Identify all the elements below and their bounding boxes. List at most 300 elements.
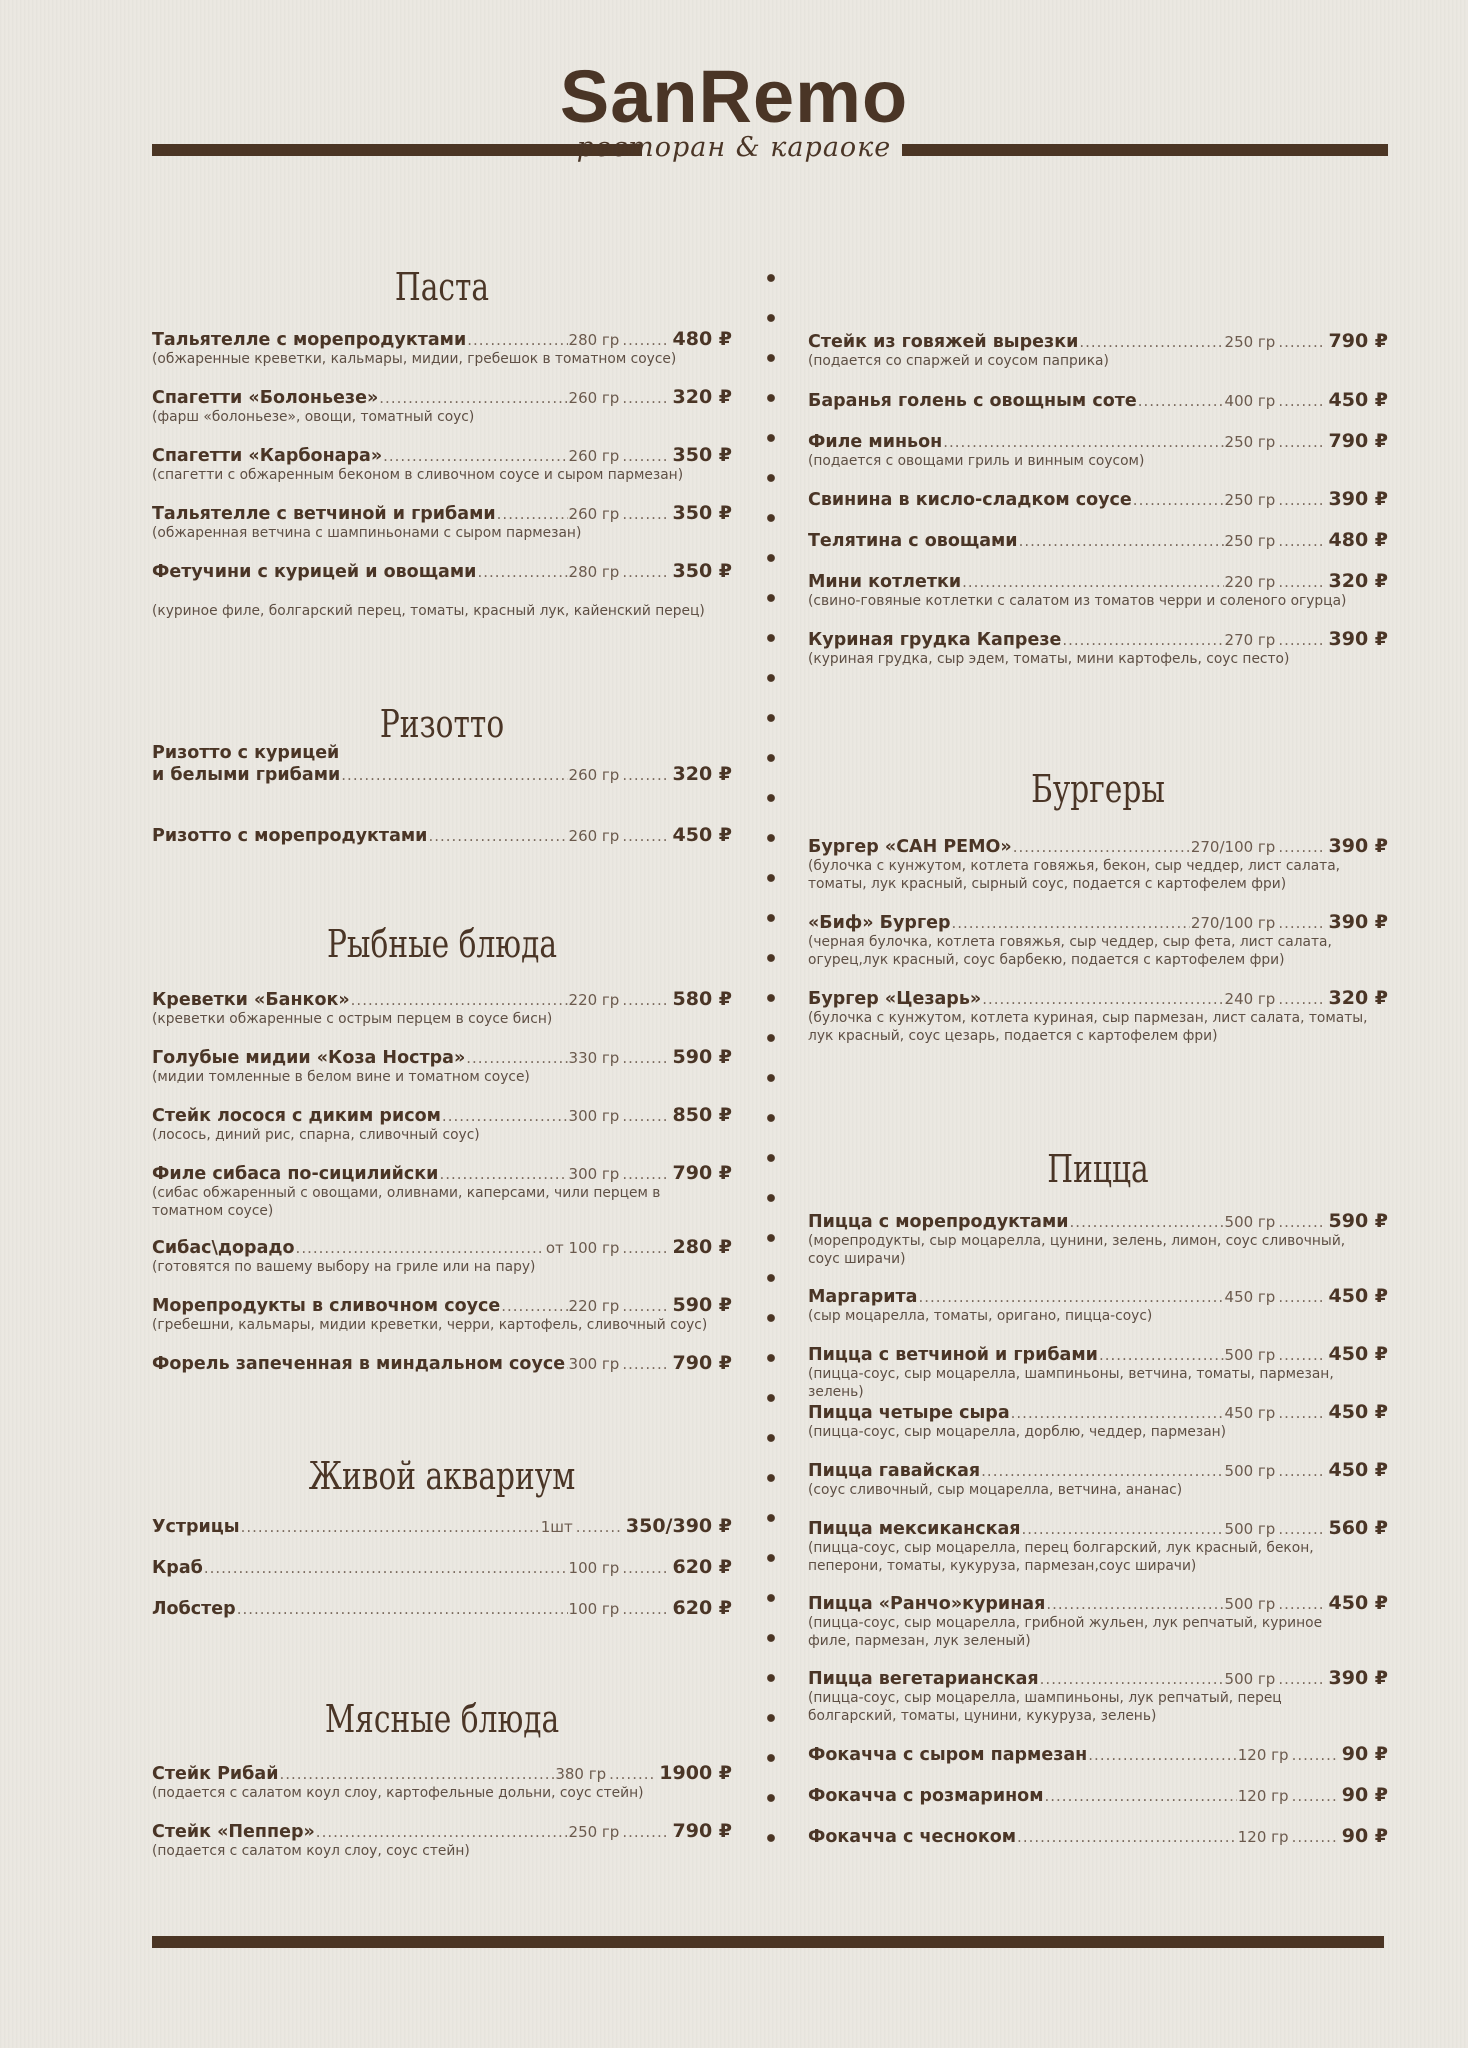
menu-item-line (152, 1556, 732, 1578)
leader-dots (1046, 1595, 1223, 1613)
menu-item-weight: 120 гр (1237, 1746, 1289, 1764)
menu-item-line (808, 488, 1388, 510)
menu-item-line (808, 1784, 1388, 1806)
section-title: Рыбные блюда (326, 922, 558, 966)
menu-item-price: 790 ₽ (672, 1162, 732, 1184)
leader-dots (1278, 914, 1324, 932)
menu-item-name: Спагетти «Карбонара» (152, 446, 383, 466)
leader-dots (1292, 1828, 1338, 1846)
menu-item (152, 1294, 732, 1334)
menu-item-line (152, 1820, 732, 1842)
menu-item-weight: 260 гр (568, 389, 620, 407)
menu-item-weight: 250 гр (1224, 333, 1276, 351)
section-title: Бургеры (1031, 767, 1165, 811)
menu-item-line (808, 1459, 1388, 1481)
leader-dots (918, 1288, 1223, 1306)
menu-item-name: Фокачча с сыром пармезан (808, 1745, 1088, 1765)
menu-item (808, 389, 1388, 411)
menu-item-price: 320 ₽ (1328, 570, 1388, 592)
menu-item-name: Бургер «САН РЕМО» (808, 837, 1012, 857)
menu-item-description: (подается со спаржей и соусом паприка) (808, 353, 1109, 369)
menu-item (808, 570, 1388, 610)
menu-item-description: (булочка с кунжутом, котлета куриная, сыр пармезан, лист салата, томаты, лук красный, соус цезарь, подается с картофелем фри) (808, 1010, 1368, 1044)
leader-dots (1278, 433, 1324, 451)
leader-dots (622, 1049, 668, 1067)
menu-item-name: Телятина с овощами (808, 531, 1018, 551)
menu-item-line (808, 1517, 1388, 1539)
menu-item-line (152, 1162, 732, 1184)
menu-item-description: (пицца-соус, сыр моцарелла, дорблю, чеддер, пармезан) (808, 1424, 1227, 1440)
menu-item-line (152, 763, 732, 785)
menu-item-line (808, 1210, 1388, 1232)
leader-dots (1278, 1520, 1324, 1538)
leader-dots (1278, 1288, 1324, 1306)
brand-tagline: ресторан & караоке (576, 132, 892, 163)
menu-item-name: Тальятелле с ветчиной и грибами (152, 504, 496, 524)
menu-item-price: 1900 ₽ (659, 1762, 732, 1784)
leader-dots (439, 1165, 567, 1183)
menu-item-name: Пицца гавайская (808, 1461, 981, 1481)
menu-item-weight: 250 гр (1224, 491, 1276, 509)
menu-item-line (808, 1401, 1388, 1423)
menu-item-price: 450 ₽ (1328, 1401, 1388, 1423)
leader-dots (622, 389, 668, 407)
menu-item (808, 1592, 1388, 1650)
menu-item (152, 328, 732, 368)
menu-item-name: Мини котлетки (808, 572, 962, 592)
menu-item-weight: 220 гр (1224, 573, 1276, 591)
menu-item-weight: 380 гр (555, 1765, 607, 1783)
menu-item-price: 450 ₽ (1328, 1459, 1388, 1481)
menu-item-name: Креветки «Банкок» (152, 990, 350, 1010)
menu-item-description: (сибас обжаренный с овощами, оливнами, каперсами, чили перцем в томатном соусе) (152, 1185, 661, 1219)
leader-dots (622, 1297, 668, 1315)
menu-item-description: (подается с овощами гриль и винным соусом) (808, 453, 1145, 469)
leader-dots (1278, 1213, 1324, 1231)
menu-item-price: 390 ₽ (1328, 488, 1388, 510)
menu-item (152, 744, 732, 785)
menu-item-price: 790 ₽ (672, 1352, 732, 1374)
menu-item (808, 1343, 1388, 1401)
menu-item-name: Филе сибаса по-сицилийски (152, 1164, 439, 1184)
menu-item-line (152, 1104, 732, 1126)
leader-dots (379, 389, 567, 407)
menu-item-description: (фарш «болоньезе», овощи, томатный соус) (152, 409, 475, 425)
menu-item-weight: 100 гр (568, 1600, 620, 1618)
menu-item (152, 502, 732, 542)
leader-dots (1278, 532, 1324, 550)
menu-item-line (808, 1667, 1388, 1689)
menu-item-weight: 250 гр (1224, 532, 1276, 550)
leader-dots (1013, 838, 1190, 856)
menu-item-price: 480 ₽ (1328, 529, 1388, 551)
leader-dots (622, 766, 668, 784)
menu-item-weight: 260 гр (568, 766, 620, 785)
menu-item-price: 320 ₽ (1328, 987, 1388, 1009)
menu-item-description: (подается с салатом коул слоу, соус стейн) (152, 1843, 470, 1859)
menu-item-weight: от 100 гр (545, 1239, 620, 1257)
menu-item (152, 1820, 732, 1860)
leader-dots (951, 914, 1189, 932)
menu-item-price: 790 ₽ (1328, 430, 1388, 452)
menu-item (808, 1667, 1388, 1725)
menu-item (808, 835, 1388, 893)
menu-item-name: Ризотто с морепродуктами (152, 826, 428, 846)
menu-item-name: Филе миньон (808, 432, 943, 452)
leader-dots (622, 447, 668, 465)
leader-dots (1133, 491, 1224, 509)
menu-item (808, 1743, 1388, 1765)
menu-item-name: Свинина в кисло-сладком соусе (808, 490, 1132, 510)
menu-item (808, 1825, 1388, 1847)
leader-dots (622, 991, 668, 1009)
menu-item (808, 1459, 1388, 1499)
menu-item-price: 620 ₽ (672, 1597, 732, 1619)
menu-item-price: 790 ₽ (672, 1820, 732, 1842)
menu-item-weight: 1шт (540, 1518, 573, 1536)
menu-item-weight: 450 гр (1224, 1288, 1276, 1306)
leader-dots (279, 1765, 554, 1783)
menu-item-weight: 500 гр (1224, 1520, 1276, 1538)
leader-dots (1292, 1787, 1338, 1805)
leader-dots (428, 827, 567, 845)
menu-item-price: 320 ₽ (672, 386, 732, 408)
menu-item-line (808, 835, 1388, 857)
leader-dots (241, 1518, 540, 1536)
menu-item-name: Пицца вегетарианская (808, 1669, 1039, 1689)
leader-dots (1019, 532, 1224, 550)
menu-item (808, 1210, 1388, 1268)
section-title: Ризотто (379, 702, 505, 746)
menu-item-line (808, 529, 1388, 551)
leader-dots (1278, 392, 1324, 410)
section-title: Живой аквариум (308, 1454, 576, 1498)
leader-dots (467, 331, 567, 349)
leader-dots (622, 1600, 668, 1618)
menu-item-price: 390 ₽ (1328, 911, 1388, 933)
leader-dots (1278, 1595, 1324, 1613)
menu-item-name: Морепродукты в сливочном соусе (152, 1296, 501, 1316)
menu-item-weight: 500 гр (1224, 1213, 1276, 1231)
menu-item-name-line1: Ризотто с курицей (152, 743, 340, 763)
menu-item-weight: 270 гр (1224, 631, 1276, 649)
menu-item-price: 590 ₽ (672, 1294, 732, 1316)
menu-item-description: (мидии томленные в белом вине и томатном соусе) (152, 1069, 530, 1085)
menu-item-weight: 500 гр (1224, 1595, 1276, 1613)
menu-item (152, 1162, 732, 1220)
menu-item-weight: 500 гр (1224, 1670, 1276, 1688)
menu-item-name: Пицца «Ранчо»куриная (808, 1594, 1046, 1614)
menu-item-line (152, 1294, 732, 1316)
menu-item-weight: 260 гр (568, 827, 620, 845)
menu-item-line (152, 824, 732, 846)
leader-dots (622, 1239, 668, 1257)
menu-item-weight: 500 гр (1224, 1462, 1276, 1480)
menu-item-name: Тальятелле с морепродуктами (152, 330, 467, 350)
menu-item-description: (свино-говяные котлетки с салатом из томатов черри и соленого огурца) (808, 593, 1347, 609)
leader-dots (1040, 1670, 1224, 1688)
menu-item-line (808, 330, 1388, 352)
menu-item-line (152, 1762, 732, 1784)
menu-item-price: 90 ₽ (1341, 1743, 1388, 1765)
leader-dots (962, 573, 1223, 591)
leader-dots (622, 827, 668, 845)
menu-item-price: 390 ₽ (1328, 1667, 1388, 1689)
leader-dots (622, 1165, 668, 1183)
menu-item-weight: 300 гр (568, 1165, 620, 1183)
leader-dots (1045, 1787, 1237, 1805)
leader-dots (204, 1559, 568, 1577)
menu-item-price: 450 ₽ (672, 824, 732, 846)
menu-item-description: (морепродукты, сыр моцарелла, цунини, зелень, лимон, соус сливочный, соус ширачи) (808, 1233, 1346, 1267)
leader-dots (1079, 333, 1223, 351)
menu-item-name: Спагетти «Болоньезе» (152, 388, 379, 408)
menu-item-line (808, 628, 1388, 650)
menu-item-price: 560 ₽ (1328, 1517, 1388, 1539)
menu-item-weight: 270/100 гр (1190, 838, 1276, 856)
leader-dots (622, 1559, 668, 1577)
menu-item-line (808, 1343, 1388, 1365)
menu-item-name: Краб (152, 1558, 203, 1578)
menu-item-price: 450 ₽ (1328, 1285, 1388, 1307)
menu-item-name: Форель запеченная в миндальном соусе (152, 1354, 566, 1374)
menu-item (152, 1556, 732, 1578)
leader-dots (1278, 1670, 1324, 1688)
menu-item-weight: 400 гр (1224, 392, 1276, 410)
menu-item-description: (пицца-соус, сыр моцарелла, шампиньоны, лук репчатый, перец болгарский, томаты, цунини, кукуруза, зелень) (808, 1690, 1282, 1724)
menu-item-line (152, 328, 732, 350)
menu-item-name: Стейк Рибай (152, 1764, 279, 1784)
leader-dots (351, 991, 568, 1009)
menu-item-price: 390 ₽ (1328, 628, 1388, 650)
menu-item-price: 450 ₽ (1328, 1592, 1388, 1614)
leader-dots (1278, 1404, 1324, 1422)
menu-item-name: Фетучини с курицей и овощами (152, 562, 477, 582)
menu-item-line (808, 430, 1388, 452)
leader-dots (622, 331, 668, 349)
menu-item (152, 1352, 732, 1374)
menu-item (808, 330, 1388, 370)
menu-item (152, 1236, 732, 1276)
menu-item-name: Стейк лосося с диким рисом (152, 1106, 441, 1126)
menu-item (808, 987, 1388, 1045)
menu-item-description: (булочка с кунжутом, котлета говяжья, бекон, сыр чеддер, лист салата, томаты, лук красный, сырный соус, подается с картофелем фри) (808, 858, 1341, 892)
menu-item-weight: 450 гр (1224, 1404, 1276, 1422)
leader-dots (383, 447, 567, 465)
menu-item (152, 1104, 732, 1144)
menu-item (152, 444, 732, 484)
menu-item-price: 590 ₽ (1328, 1210, 1388, 1232)
leader-dots (341, 766, 567, 784)
menu-item-description: (спагетти с обжаренным беконом в сливочном соусе и сыром пармезан) (152, 467, 684, 483)
menu-item-name: Лобстер (152, 1599, 236, 1619)
leader-dots (622, 1355, 668, 1373)
menu-item-price: 850 ₽ (672, 1104, 732, 1126)
menu-item-line (152, 444, 732, 466)
leader-dots (1278, 1462, 1324, 1480)
menu-item-description: (куриное филе, болгарский перец, томаты, красный лук, кайенский перец) (152, 603, 705, 619)
menu-item-weight: 250 гр (568, 1823, 620, 1841)
leader-dots (1278, 631, 1324, 649)
menu-item-price: 90 ₽ (1341, 1825, 1388, 1847)
menu-item-name: Стейк из говяжей вырезки (808, 332, 1079, 352)
menu-item-description: (креветки обжаренные с острым перцем в соусе бисн) (152, 1011, 553, 1027)
menu-item-price: 590 ₽ (672, 1046, 732, 1068)
menu-item-price: 790 ₽ (1328, 330, 1388, 352)
menu-item-weight: 330 гр (568, 1049, 620, 1067)
leader-dots (466, 1049, 567, 1067)
menu-item-weight: 240 гр (1224, 990, 1276, 1008)
menu-item-price: 90 ₽ (1341, 1784, 1388, 1806)
leader-dots (622, 505, 668, 523)
menu-item-weight: 260 гр (568, 447, 620, 465)
leader-dots (1017, 1828, 1237, 1846)
menu-item-line (152, 1046, 732, 1068)
menu-item-name: Устрицы (152, 1517, 240, 1537)
menu-item-price: 620 ₽ (672, 1556, 732, 1578)
menu-item-line (808, 1285, 1388, 1307)
menu-item-name: Бургер «Цезарь» (808, 989, 982, 1009)
menu-item-line (808, 389, 1388, 411)
section-title: Мясные блюда (324, 1697, 560, 1741)
menu-item-name: Голубые мидии «Коза Ностра» (152, 1048, 466, 1068)
menu-item-weight: 270/100 гр (1190, 914, 1276, 932)
menu-item-weight: 280 гр (568, 563, 620, 581)
menu-item (808, 911, 1388, 969)
menu-item-name: Баранья голень с овощным соте (808, 391, 1137, 411)
menu-item-price: 350 ₽ (672, 560, 732, 582)
footer-rule (152, 1936, 1384, 1948)
menu-item-line (808, 570, 1388, 592)
menu-item (152, 988, 732, 1028)
menu-item-price: 580 ₽ (672, 988, 732, 1010)
menu-item-price: 480 ₽ (672, 328, 732, 350)
section-title: Паста (394, 265, 490, 309)
leader-dots (1278, 1346, 1324, 1364)
menu-item-price: 350 ₽ (672, 502, 732, 524)
leader-dots (316, 1823, 568, 1841)
menu-item-line (152, 1515, 732, 1537)
menu-item (808, 628, 1388, 668)
leader-dots (477, 563, 567, 581)
leader-dots (1099, 1346, 1224, 1364)
menu-item-name: Куриная грудка Капрезе (808, 630, 1062, 650)
menu-item (808, 1517, 1388, 1575)
menu-item-price: 350/390 ₽ (625, 1515, 732, 1537)
menu-item-description: (пицца-соус, сыр моцарелла, шампиньоны, ветчина, томаты, пармезан, зелень) (808, 1366, 1334, 1400)
leader-dots (1070, 1213, 1224, 1231)
menu-item-weight: 260 гр (568, 505, 620, 523)
menu-item-description: (обжаренные креветки, кальмары, мидии, гребешок в томатном соусе) (152, 351, 677, 367)
menu-item-weight: 220 гр (568, 991, 620, 1009)
menu-item (152, 1762, 732, 1802)
leader-dots (497, 505, 568, 523)
menu-item-line (152, 502, 732, 524)
menu-item-price: 450 ₽ (1328, 1343, 1388, 1365)
menu-item-description: (куриная грудка, сыр эдем, томаты, мини картофель, соус песто) (808, 651, 1290, 667)
menu-item-name: Пицца четыре сыра (808, 1403, 1010, 1423)
menu-item-name: Пицца с морепродуктами (808, 1212, 1069, 1232)
menu-item-description: (соус сливочный, сыр моцарелла, ветчина, ананас) (808, 1482, 1183, 1498)
menu-item-price: 450 ₽ (1328, 389, 1388, 411)
menu-item-name: Маргарита (808, 1287, 918, 1307)
menu-item-line (152, 1352, 732, 1374)
leader-dots (1278, 573, 1324, 591)
menu-item-name: Пицца с ветчиной и грибами (808, 1345, 1098, 1365)
menu-item-name: Пицца мексиканская (808, 1519, 1021, 1539)
menu-item-weight: 120 гр (1237, 1828, 1289, 1846)
menu-item-line (152, 988, 732, 1010)
leader-dots (622, 563, 668, 581)
leader-dots (442, 1107, 568, 1125)
menu-item-line (152, 1597, 732, 1619)
leader-dots (1088, 1746, 1236, 1764)
leader-dots (1138, 392, 1224, 410)
menu-item-weight: 280 гр (568, 331, 620, 349)
menu-item (808, 1285, 1388, 1325)
menu-item-price: 390 ₽ (1328, 835, 1388, 857)
leader-dots (982, 990, 1223, 1008)
menu-item (808, 430, 1388, 470)
menu-item-line (808, 1743, 1388, 1765)
menu-item-description: (лосось, диний рис, спарна, сливочный соус) (152, 1127, 480, 1143)
menu-item-name: и белыми грибами (152, 765, 341, 786)
brand-logo: SanRemo (559, 55, 909, 138)
column-divider (766, 258, 776, 1858)
menu-item-line (808, 1592, 1388, 1614)
menu-item-line (808, 911, 1388, 933)
section-title: Пицца (1047, 1147, 1149, 1191)
menu-item-name: Сибас\дорадо (152, 1238, 295, 1258)
leader-dots (1278, 491, 1324, 509)
menu-item-description: (пицца-соус, сыр моцарелла, перец болгарский, лук красный, бекон, пеперони, томаты, кукуруза, пармезан,соус ширачи) (808, 1540, 1314, 1574)
leader-dots (1278, 990, 1324, 1008)
menu-item-name: Фокачча с розмарином (808, 1786, 1044, 1806)
leader-dots (1278, 333, 1324, 351)
menu-item (152, 824, 732, 846)
menu-item-description: (сыр моцарелла, томаты, оригано, пицца-соус) (808, 1308, 1153, 1324)
menu-item-line (808, 1825, 1388, 1847)
leader-dots (1062, 631, 1223, 649)
menu-item (152, 560, 732, 620)
menu-item-price: 280 ₽ (672, 1236, 732, 1258)
menu-item-weight: 220 гр (568, 1297, 620, 1315)
leader-dots (501, 1297, 567, 1315)
menu-item-weight: 300 гр (568, 1355, 620, 1373)
leader-dots (566, 1355, 567, 1373)
leader-dots (1011, 1404, 1224, 1422)
menu-item-weight: 100 гр (568, 1559, 620, 1577)
menu-item-price: 350 ₽ (672, 444, 732, 466)
leader-dots (237, 1600, 568, 1618)
leader-dots (296, 1239, 545, 1257)
leader-dots (1278, 838, 1324, 856)
leader-dots (576, 1518, 622, 1536)
leader-dots (622, 1107, 668, 1125)
menu-item-description: (гребешни, кальмары, мидии креветки, черри, картофель, сливочный соус) (152, 1317, 708, 1333)
menu-item-line (152, 560, 732, 582)
menu-item-name: «Биф» Бургер (808, 913, 951, 933)
menu-item-line (152, 1236, 732, 1258)
menu-item-name: Стейк «Пеппер» (152, 1822, 315, 1842)
leader-dots (981, 1462, 1223, 1480)
menu-item-description: (обжаренная ветчина с шампиньонами с сыром пармезан) (152, 525, 582, 541)
menu-item-line (808, 987, 1388, 1009)
menu-item-description: (черная булочка, котлета говяжья, сыр чеддер, сыр фета, лист салата, огурец,лук красный, соус барбекю, подается с картофелем фри) (808, 934, 1332, 968)
leader-dots (943, 433, 1223, 451)
menu-item-line (152, 386, 732, 408)
menu-item (152, 386, 732, 426)
